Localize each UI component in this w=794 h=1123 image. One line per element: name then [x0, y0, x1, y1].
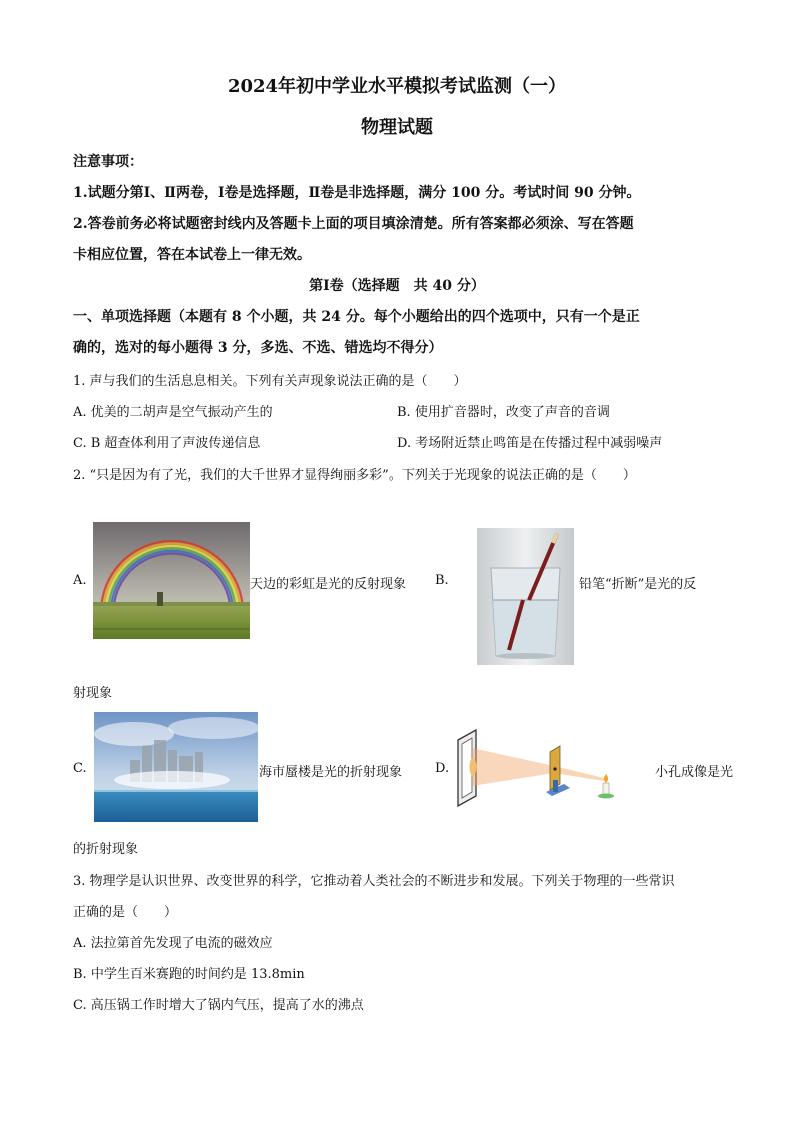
- q2-option-d-continuation: 的折射现象: [73, 842, 139, 857]
- q3-option-b: B. 中学生百米赛跑的时间约是 13.8min: [73, 967, 305, 982]
- pencil-in-glass-image: [477, 528, 574, 665]
- notice-item-2-line-2: 卡相应位置，答在本试卷上一律无效。: [73, 247, 311, 263]
- q1-option-d: D. 考场附近禁止鸣笛是在传播过程中减弱噪声: [397, 436, 663, 451]
- q2-option-b-label: B.: [435, 573, 449, 588]
- q1-option-b: B. 使用扩音器时，改变了声音的音调: [397, 405, 610, 420]
- q2-option-d-text: 小孔成像是光: [655, 765, 734, 780]
- section-1-instructions-line-2: 确的，选对的每小题得 3 分，多选、不选、错选均不得分）: [73, 340, 443, 356]
- mirage-image: [94, 712, 258, 822]
- q2-option-b-text: 铅笔“折断”是光的反: [579, 577, 697, 592]
- q2-option-a-text: 天边的彩虹是光的反射现象: [250, 577, 407, 592]
- q2-option-c-label: C.: [73, 761, 87, 776]
- pinhole-imaging-image: [454, 726, 634, 808]
- q3-stem-line-2: 正确的是（ ）: [73, 905, 178, 920]
- notice-heading: 注意事项：: [73, 154, 143, 170]
- q2-option-d-label: D.: [435, 761, 450, 776]
- q1-stem: 1. 声与我们的生活息息相关。下列有关声现象说法正确的是（ ）: [73, 374, 467, 389]
- page-subtitle: 物理试题: [361, 117, 433, 138]
- q1-option-a: A. 优美的二胡声是空气振动产生的: [73, 405, 273, 420]
- q3-option-c: C. 高压锅工作时增大了锅内气压，提高了水的沸点: [73, 998, 364, 1013]
- q2-stem: 2. “只是因为有了光，我们的大千世界才显得绚丽多彩”。下列关于光现象的说法正确的是（ ）: [73, 468, 636, 483]
- q2-option-b-continuation: 射现象: [73, 686, 113, 701]
- part1-heading: 第Ⅰ卷（选择题 共 40 分）: [309, 278, 485, 294]
- q2-option-c-text: 海市蜃楼是光的折射现象: [259, 765, 403, 780]
- notice-item-2-line-1: 2.答卷前务必将试题密封线内及答题卡上面的项目填涂清楚。所有答案都必须涂、写在答题: [73, 216, 634, 232]
- q1-option-c: C. B 超查体利用了声波传递信息: [73, 436, 261, 451]
- notice-item-1: 1.试题分第Ⅰ、Ⅱ两卷，Ⅰ卷是选择题，Ⅱ卷是非选择题，满分 100 分。考试时间 90 分钟。: [73, 185, 641, 201]
- q3-stem-line-1: 3. 物理学是认识世界、改变世界的科学，它推动着人类社会的不断进步和发展。下列关于物理的一些常识: [73, 874, 675, 889]
- q2-option-a-label: A.: [73, 573, 87, 588]
- section-1-instructions-line-1: 一、单项选择题（本题有 8 个小题，共 24 分。每个小题给出的四个选项中，只有一个是正: [73, 309, 640, 325]
- page-title: 2024年初中学业水平模拟考试监测（一）: [227, 76, 567, 97]
- q3-option-a: A. 法拉第首先发现了电流的磁效应: [73, 936, 273, 951]
- rainbow-image: [93, 522, 250, 639]
